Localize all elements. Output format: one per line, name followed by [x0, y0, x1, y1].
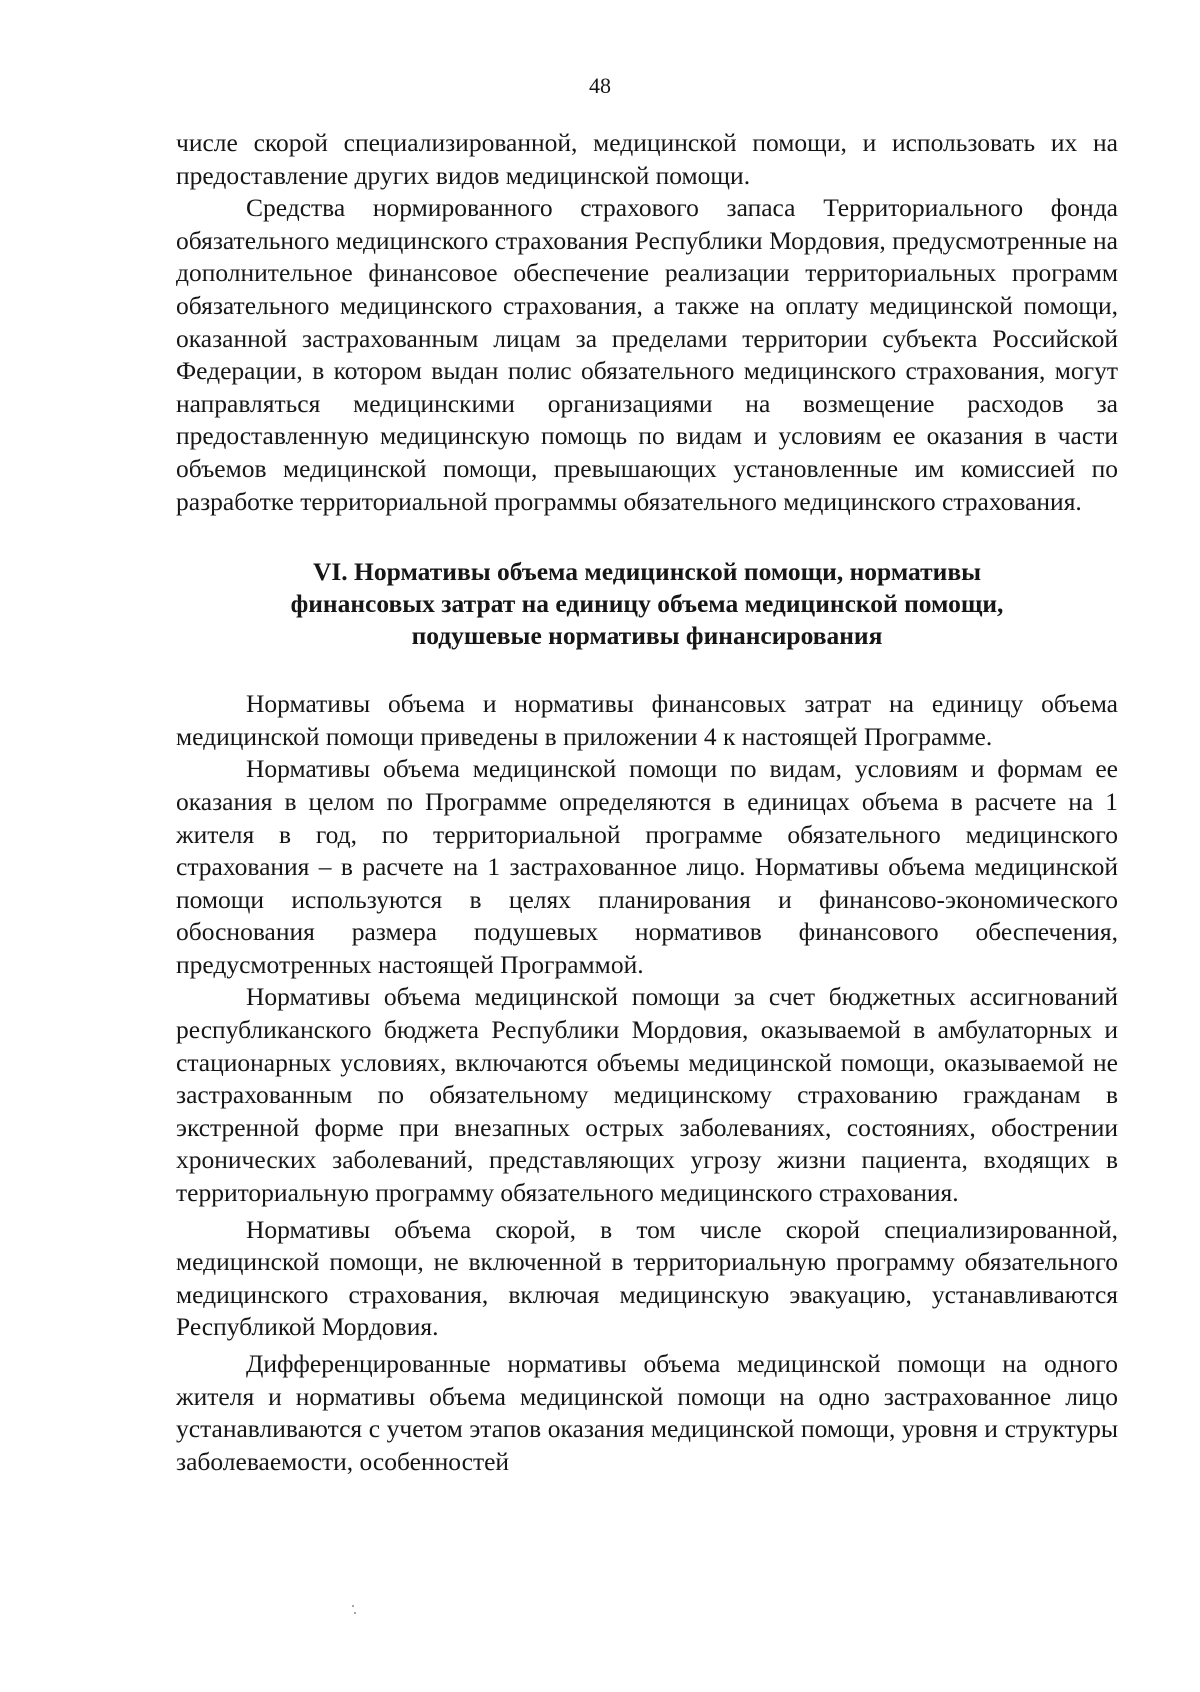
paragraph-budget-norms: Нормативы объема медицинской помощи за счет бюджетных ассигнований республиканского бюджета Республики Мордовия, оказываемой в амбулаторных и стационарных условиях, включаются объемы медицинской помощи, оказываемой не застрахованным по обязательному медицинскому страхованию гражданам в экстренной форме при внезапных острых заболеваниях, состояниях, обострении хронических заболеваний, представляющих угрозу жизни пациента, входящих в территориальную программу обязательного медицинского страхования.: [176, 982, 1118, 1208]
document-body: [176, 127, 1118, 1478]
section-heading: [176, 556, 1118, 652]
paragraph-continuation: числе скорой специализированной, медицинской помощи, и использовать их на предоставление других видов медицинской помощи.: [176, 128, 1118, 190]
paragraph-emergency-norms: Нормативы объема скорой, в том числе скорой специализированной, медицинской помощи, не включенной в территориальную программу обязательного медицинского страхования, включая медицинскую эвакуацию, устанавливаются Республикой Мордовия.: [176, 1214, 1118, 1342]
scan-speck: [352, 1605, 354, 1607]
paragraph-volume-units: Нормативы объема медицинской помощи по видам, условиям и формам ее оказания в целом по Программе определяются в единицах объема в расчете на 1 жителя в год, по территориальной программе обязательного медицинского страхования – в расчете на 1 застрахованное лицо. Нормативы объема медицинской помощи используются в целях планирования и финансово-экономического обоснования размера подушевых нормативов финансового обеспечения, предусмотренных настоящей Программой.: [176, 754, 1118, 979]
section-heading-line: подушевые нормативы финансирования: [411, 621, 883, 651]
page-number: 48: [589, 73, 611, 98]
scan-speck: [354, 1612, 356, 1614]
paragraph-insurance-reserve: Средства нормированного страхового запаса Территориального фонда обязательного медицинского страхования Республики Мордовия, предусмотренные на дополнительное финансовое обеспечение реализации территориальных программ обязательного медицинского страхования, а также на оплату медицинской помощи, оказанной застрахованным лицам за пределами территории субъекта Российской Федерации, в котором выдан полис обязательного медицинского страхования, могут направляться медицинскими организациями на возмещение расходов за предоставленную медицинскую помощь по видам и условиям ее оказания в части объемов медицинской помощи, превышающих установленные им комиссией по разработке территориальной программы обязательного медицинского страхования.: [176, 193, 1118, 516]
section-heading-line: финансовых затрат на единицу объема медицинской помощи,: [290, 589, 1004, 619]
section-heading-line: VI. Нормативы объема медицинской помощи, нормативы: [312, 557, 982, 587]
paragraph-differentiated-norms: Дифференцированные нормативы объема медицинской помощи на одного жителя и нормативы объема медицинской помощи на одно застрахованное лицо устанавливаются с учетом этапов оказания медицинской помощи, уровня и структуры заболеваемости, особенностей: [176, 1349, 1118, 1476]
paragraph-volume-norms: Нормативы объема и нормативы финансовых затрат на единицу объема медицинской помощи приведены в приложении 4 к настоящей Программе.: [176, 689, 1118, 751]
